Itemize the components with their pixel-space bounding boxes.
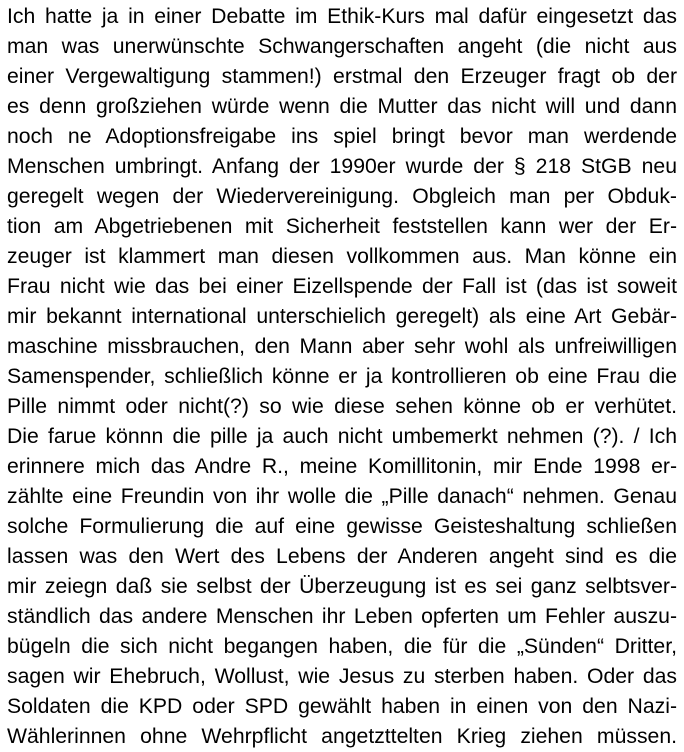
text-line: Ich hatte ja in einer Debatte im Ethik-Kurs mal dafür eingesetzt das xyxy=(7,5,677,28)
text-line: tion am Abgetriebenen mit Sicherheit feststellen kann wer der Er- xyxy=(7,215,677,238)
text-line: erinnere mich das Andre R., meine Komillitonin, mir Ende 1998 er- xyxy=(7,455,677,478)
text-line: mir bekannt international unterschielich geregelt) als eine Art Gebär- xyxy=(7,305,677,328)
text-line: Frau nicht wie das bei einer Eizellspende der Fall ist (das ist soweit xyxy=(7,275,677,298)
text-line: ständlich das andere Menschen ihr Leben opferten um Fehler auszu- xyxy=(7,605,677,628)
text-line: lassen was den Wert des Lebens der Anderen angeht sind es die xyxy=(7,545,677,568)
text-line: Samenspender, schließlich könne er ja kontrollieren ob eine Frau die xyxy=(7,365,677,388)
text-line: Wählerinnen ohne Wehrpflicht angetzttelten Krieg ziehen müssen. xyxy=(7,725,677,748)
text-line: noch ne Adoptionsfreigabe ins spiel bringt bevor man werdende xyxy=(7,125,677,148)
text-line: Soldaten die KPD oder SPD gewählt haben in einen von den Nazi- xyxy=(7,695,677,718)
text-line: mir zeiegn daß sie selbst der Überzeugung ist es sei ganz selbtsver- xyxy=(7,575,677,598)
text-line: sagen wir Ehebruch, Wollust, wie Jesus zu sterben haben. Oder das xyxy=(7,665,677,688)
text-line: einer Vergewaltigung stammen!) erstmal den Erzeuger fragt ob der xyxy=(7,65,677,88)
text-line: bügeln die sich nicht begangen haben, die für die „Sünden“ Dritter, xyxy=(7,635,677,658)
text-line: zeuger ist klammert man diesen vollkommen aus. Man könne ein xyxy=(7,245,677,268)
text-line: Die farue könnn die pille ja auch nicht umbemerkt nehmen (?). / Ich xyxy=(7,425,677,448)
text-line: es denn großziehen würde wenn die Mutter das nicht will und dann xyxy=(7,95,677,118)
text-line: Menschen umbringt. Anfang der 1990er wurde der § 218 StGB neu xyxy=(7,155,677,178)
text-line: maschine missbrauchen, den Mann aber sehr wohl als unfreiwilligen xyxy=(7,335,677,358)
text-line: geregelt wegen der Wiedervereinigung. Obgleich man per Obduk- xyxy=(7,185,677,208)
text-line: zählte eine Freundin von ihr wolle die „Pille danach“ nehmen. Genau xyxy=(7,485,677,508)
text-line: solche Formulierung die auf eine gewisse Geisteshaltung schließen xyxy=(7,515,677,538)
text-line: Pille nimmt oder nicht(?) so wie diese sehen könne ob er verhütet. xyxy=(7,395,677,418)
text-line: man was unerwünschte Schwangerschaften angeht (die nicht aus xyxy=(7,35,677,58)
